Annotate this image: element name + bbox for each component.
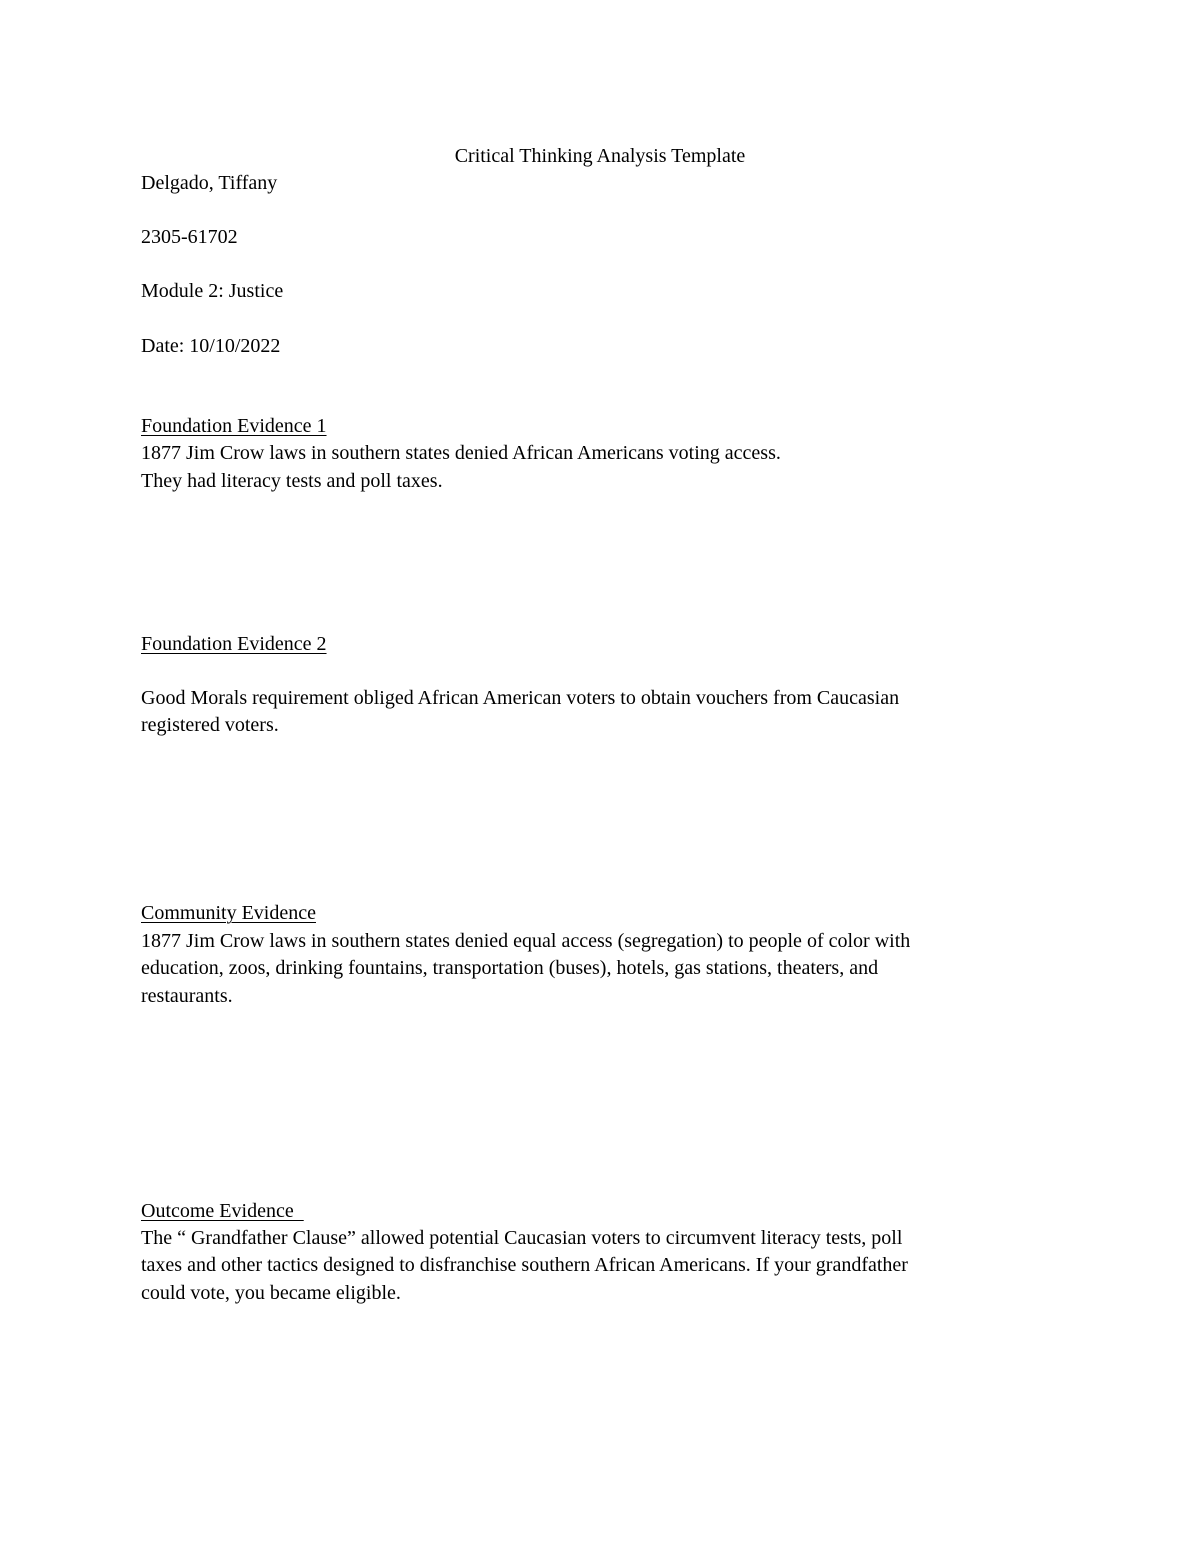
section-heading-outcome: Outcome Evidence — [141, 1200, 304, 1222]
section-text-line: taxes and other tactics designed to disfranchise southern African Americans. If your grandfather — [141, 1254, 908, 1276]
module-label: Module 2: Justice — [141, 280, 284, 302]
section-text-line: restaurants. — [141, 985, 233, 1007]
section-text-line: 1877 Jim Crow laws in southern states denied African Americans voting access. — [141, 442, 781, 464]
date-label: Date: 10/10/2022 — [141, 335, 281, 357]
section-text-line: registered voters. — [141, 714, 279, 736]
section-heading-foundation-1: Foundation Evidence 1 — [141, 415, 327, 437]
section-text-line: The “ Grandfather Clause” allowed potential Caucasian voters to circumvent literacy tests, poll — [141, 1227, 903, 1249]
section-text-line: 1877 Jim Crow laws in southern states denied equal access (segregation) to people of color with — [141, 930, 911, 952]
student-name: Delgado, Tiffany — [141, 172, 278, 194]
course-id: 2305-61702 — [141, 226, 238, 248]
document-title: Critical Thinking Analysis Template — [454, 145, 746, 167]
section-text-line: education, zoos, drinking fountains, transportation (buses), hotels, gas stations, theaters, and — [141, 957, 879, 979]
section-text-line: Good Morals requirement obliged African American voters to obtain vouchers from Caucasian — [141, 687, 900, 709]
section-heading-foundation-2: Foundation Evidence 2 — [141, 633, 327, 655]
section-text-line: They had literacy tests and poll taxes. — [141, 470, 443, 492]
section-text-line: could vote, you became eligible. — [141, 1282, 401, 1304]
section-heading-community: Community Evidence — [141, 902, 316, 924]
